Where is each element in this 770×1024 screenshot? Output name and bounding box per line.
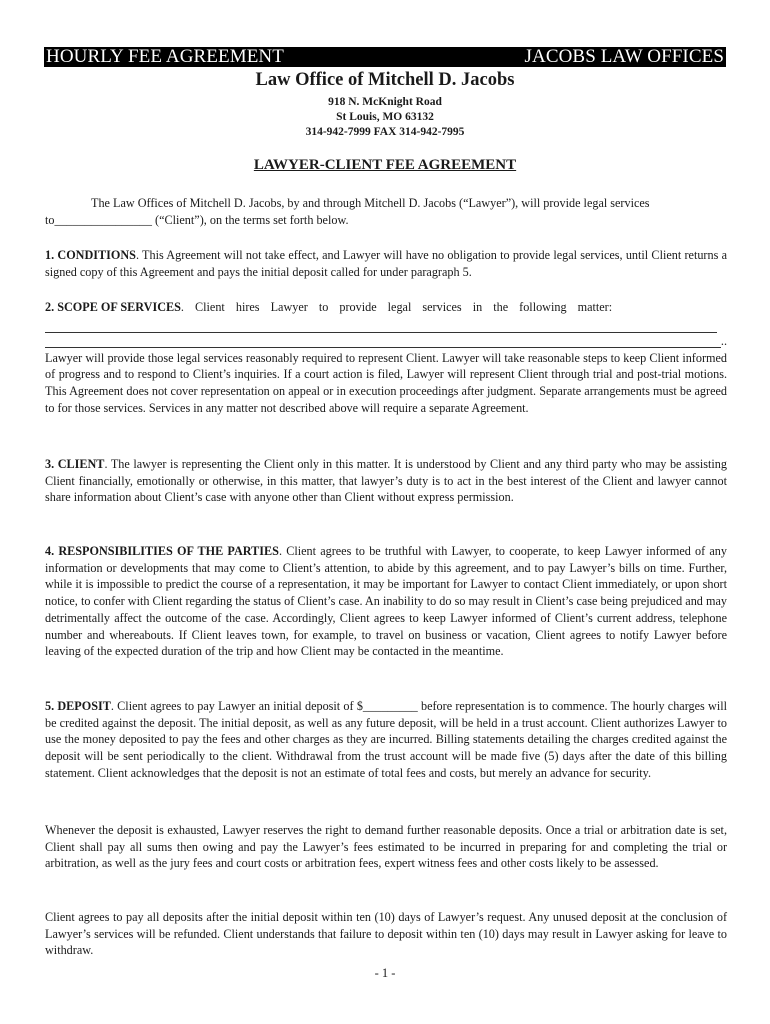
section-label: 3. CLIENT <box>45 457 105 471</box>
blank-line <box>45 333 721 348</box>
section-text: . This Agreement will not take effect, and Lawyer will have no obligation to provide legal services, until Client returns a signed copy of this Agreement and pays the initial deposit called for under paragraph 5. <box>45 248 727 279</box>
intro-paragraph <box>45 195 727 228</box>
section-client <box>45 456 727 506</box>
header-bar <box>44 47 726 67</box>
firm-city: St Louis, MO 63132 <box>336 111 434 123</box>
section-text: Lawyer will provide those legal services reasonably required to represent Client. Lawyer will take reasonable steps to keep Client informed of progress and to respond to Client’s inquiries. If a court action is filed, Lawyer will represent Client through trial and post-trial motions. This Agreement does not cover representation on appeal or in execution proceedings after judgment. Separate arrangements must be agreed to for those services. Services in any matter not described above will require a separate Agreement. <box>45 350 727 415</box>
section-text: . Client agrees to pay Lawyer an initial deposit of $_________ before representation is to commence. The hourly charges will be credited against the deposit. The initial deposit, as well as any future deposit, will be held in a trust account. Client authorizes Lawyer to use the money deposited to pay the fees and other charges as they are incurred. Billing statements detailing the charges credited against the deposit will be sent periodically to the client. Withdrawal from the trust account will be made five (5) days after the date of this billing statement. Client acknowledges that the deposit is not an estimate of total fees and costs, but merely an advance for security. <box>45 699 727 780</box>
section-label: 2. SCOPE OF SERVICES <box>45 300 181 314</box>
section-label: 5. DEPOSIT <box>45 699 111 713</box>
firm-name: Law Office of Mitchell D. Jacobs <box>255 70 515 90</box>
section-deposit <box>45 698 727 782</box>
firm-street: 918 N. McKnight Road <box>328 96 442 108</box>
intro-line-2: to________________ (“Client”), on the terms set forth below. <box>45 212 349 227</box>
header-left-title: HOURLY FEE AGREEMENT <box>46 46 284 67</box>
section-conditions <box>45 247 727 280</box>
page-number: - 1 - <box>374 966 396 980</box>
section-scope <box>45 299 727 417</box>
section-text: . The lawyer is representing the Client only in this matter. It is understood by Client and any third party who may be assisting Client financially, emotionally or otherwise, in this matter, that lawyer’s duty is to act in the best interest of the Client and lawyer cannot share information about Client’s case with anyone other than Client without express permission. <box>45 457 727 505</box>
section-responsibilities <box>45 543 727 660</box>
header-right-title: JACOBS LAW OFFICES <box>524 46 724 67</box>
blank-line-end: .. <box>720 333 727 348</box>
blank-line <box>45 316 717 333</box>
section-label: 1. CONDITIONS <box>45 248 136 262</box>
deposit-exhausted-paragraph: Whenever the deposit is exhausted, Lawyer reserves the right to demand further reasonable deposits. Once a trial or arbitration date is set, Client shall pay all sums then owing and pay the Lawyer’s fees estimated to be incurred in preparing for and completing the trial or arbitration, as well as the jury fees and court costs or arbitration fees, expert witness fees and other costs likely to be assessed. <box>45 823 727 871</box>
section-text: . Client agrees to be truthful with Lawyer, to cooperate, to keep Lawyer informed of any information or developments that may come to Client’s attention, to abide by this agreement, and to pay Lawyer’s bills on time. Further, while it is impossible to predict the course of a representation, it may be important for Lawyer to contact Client immediately, or upon short notice, to confer with Client regarding the status of Client’s case. An inability to do so may result in Client’s case being prejudiced and may detrimentally affect the outcome of the case. Accordingly, Client agrees to keep Lawyer informed of Client’s current address, telephone number and whereabouts. If Client leaves town, for example, to travel on business or vacation, Client agrees to notify Lawyer before leaving of the expected duration of the trip and how Client may be contacted in the meantime. <box>45 544 727 659</box>
firm-phone: 314-942-7999 FAX 314-942-7995 <box>305 126 465 138</box>
section-label: 4. RESPONSIBILITIES OF THE PARTIES <box>45 544 279 558</box>
document-title: LAWYER-CLIENT FEE AGREEMENT <box>253 157 517 173</box>
section-lead: . Client hires Lawyer to provide legal services in the following matter: <box>180 300 613 314</box>
intro-line-1: The Law Offices of Mitchell D. Jacobs, by and through Mitchell D. Jacobs (“Lawyer”), will provide legal services <box>91 196 650 210</box>
additional-deposits-paragraph: Client agrees to pay all deposits after the initial deposit within ten (10) days of Lawyer’s request. Any unused deposit at the conclusion of Lawyer’s services will be refunded. Client understands that failure to deposit within ten (10) days may result in Lawyer asking for leave to withdraw. <box>45 910 727 958</box>
